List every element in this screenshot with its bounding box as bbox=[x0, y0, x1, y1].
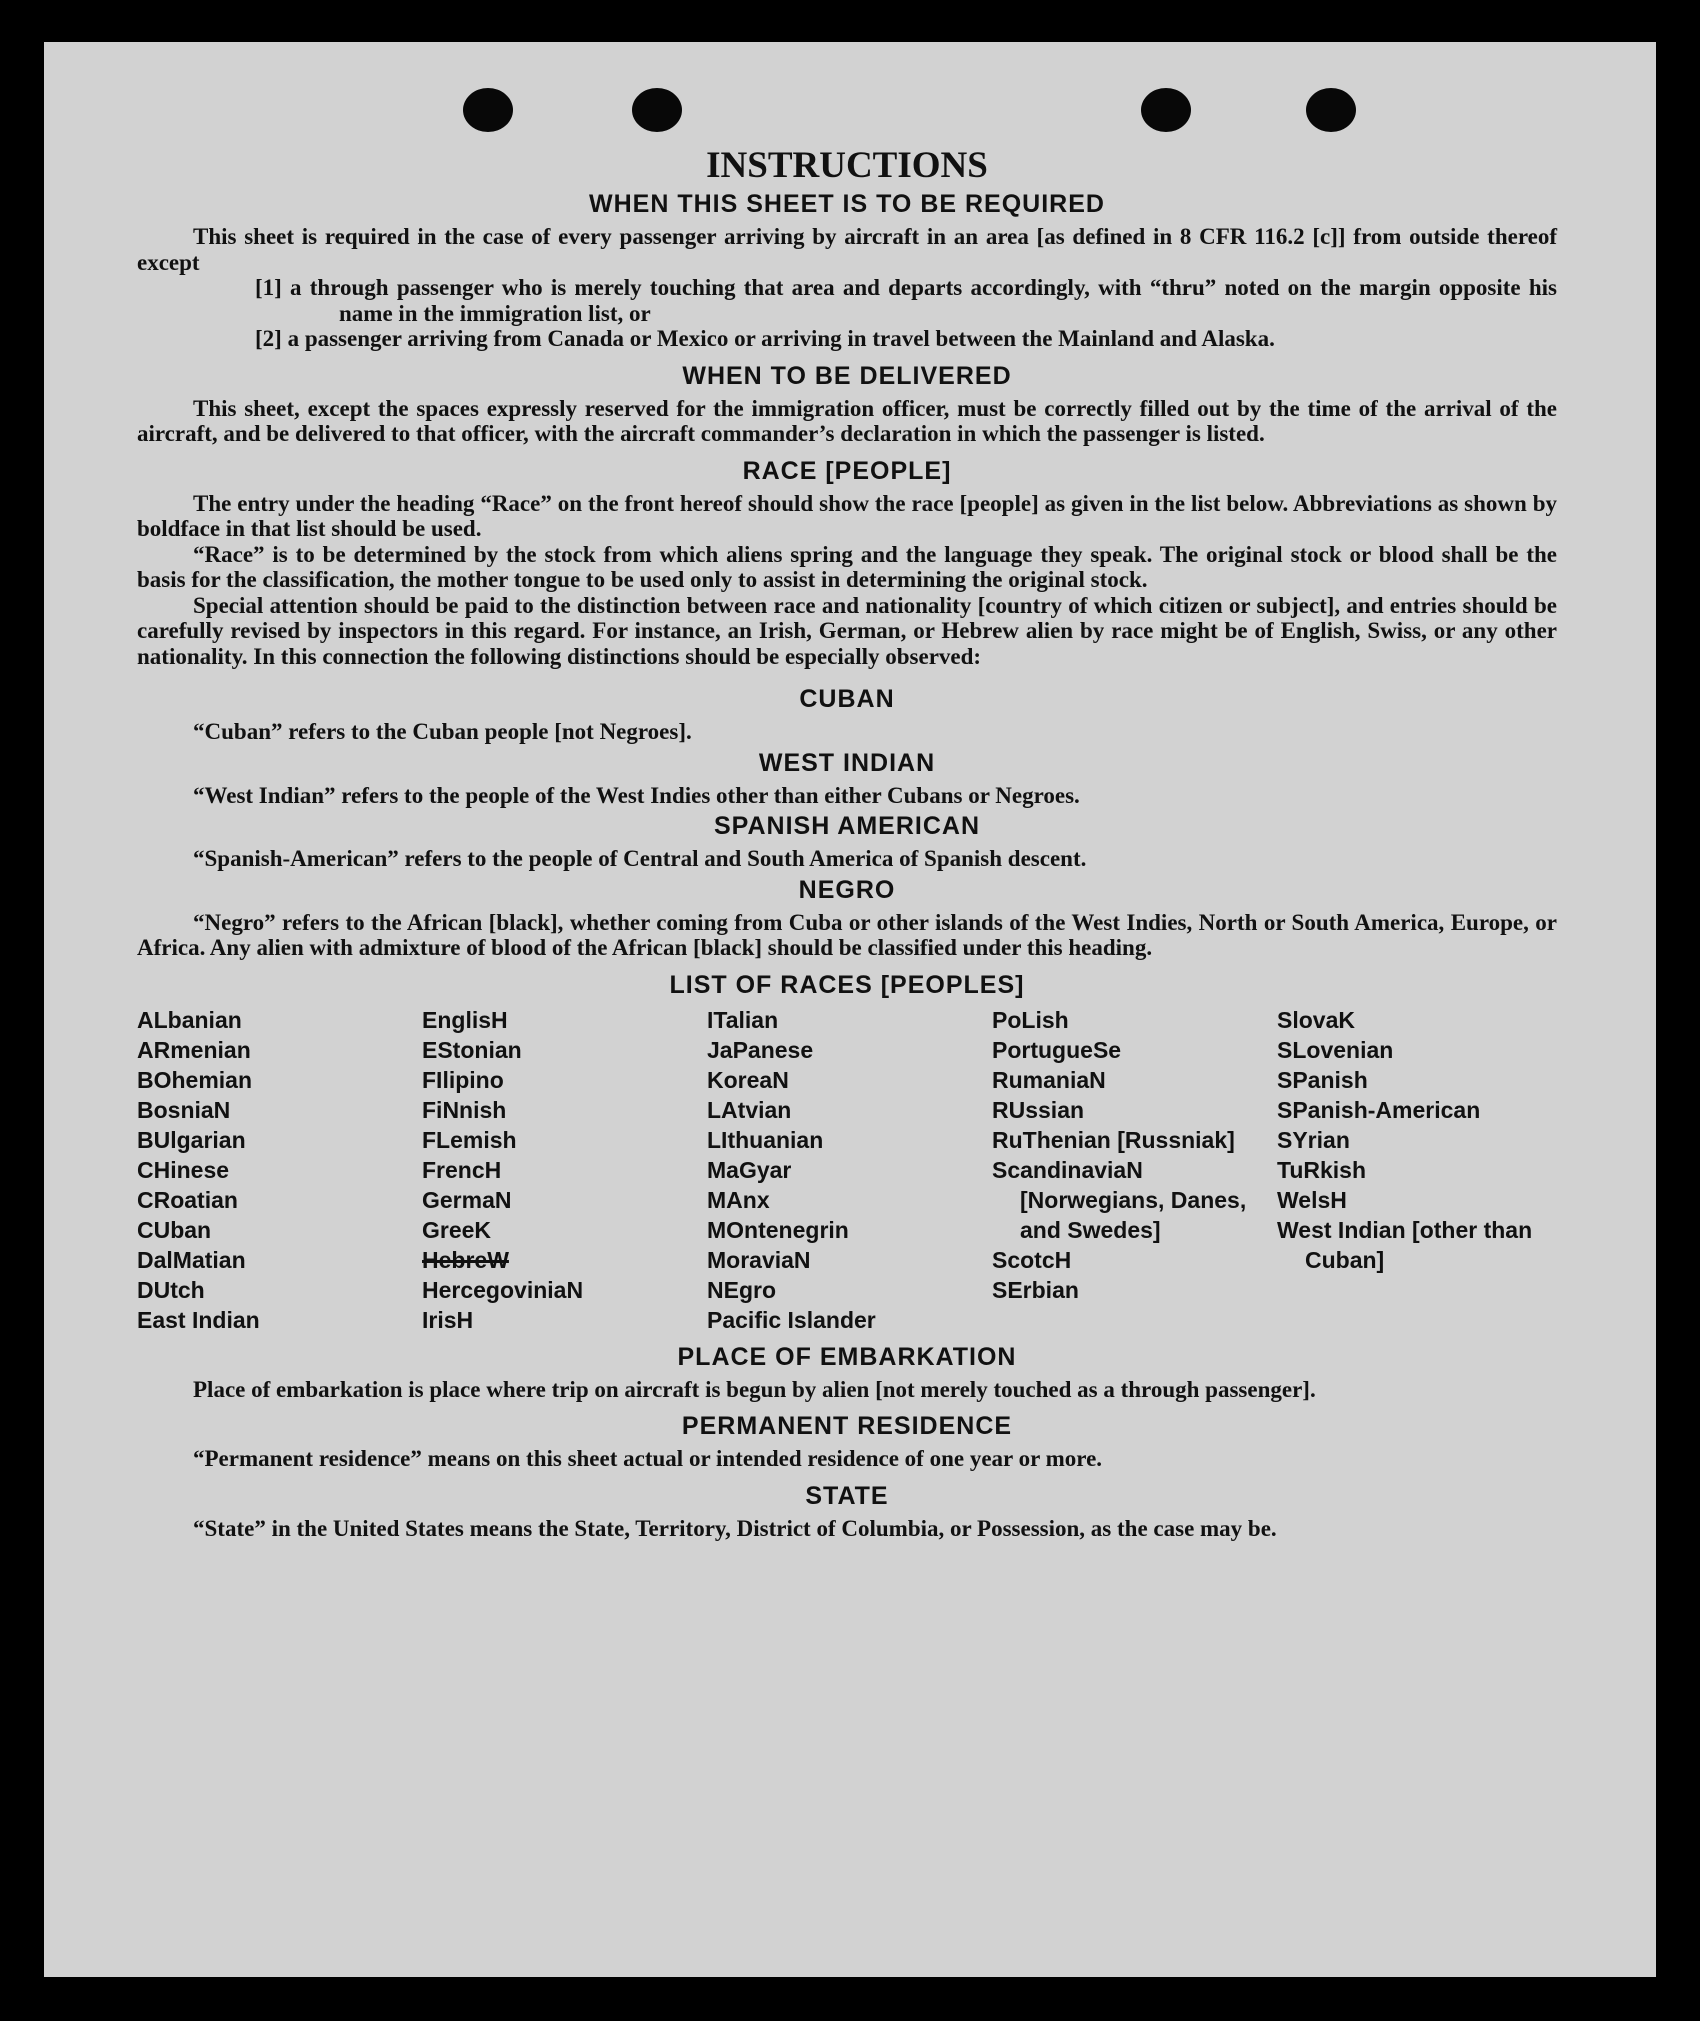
race-column bbox=[1277, 1005, 1562, 1335]
race-entry: SPanish-American bbox=[1277, 1096, 1481, 1123]
race-entry: FIlipino bbox=[422, 1066, 504, 1093]
race-entry: DalMatian bbox=[137, 1246, 246, 1273]
when-delivered-text: This sheet, except the spaces expressly reserved for the immigration officer, must be correctly filled out by the time of the arrival of the aircraft, and be delivered to that officer, with the aircraft commander’s declaration in which the passenger is listed. bbox=[137, 395, 1557, 446]
race-paragraph-2: “Race” is to be determined by the stock from which aliens spring and the language they speak. The original stock or blood shall be the basis for the classification, the mother tongue to be used only to assist in determining the original stock. bbox=[137, 541, 1557, 592]
document-content bbox=[137, 146, 1557, 1541]
spanish-american-text: “Spanish-American” refers to the people of Central and South America of Spanish descent. bbox=[193, 846, 1087, 871]
race-entry: ScandinaviaN [Norwegians, Danes, and Swedes] bbox=[992, 1156, 1247, 1243]
race-entry: SYrian bbox=[1277, 1126, 1350, 1153]
exception-item-2: [2] a passenger arriving from Canada or Mexico or arriving in travel between the Mainland and Alaska. bbox=[255, 326, 1275, 351]
race-entry: BUlgarian bbox=[137, 1126, 246, 1153]
race-entry: GermaN bbox=[422, 1186, 512, 1213]
race-entry: FiNnish bbox=[422, 1096, 507, 1123]
exception-item-1: [1] a through passenger who is merely touching that area and departs accordingly, with “thru” noted on the margin opposite his name in the immigration list, or bbox=[255, 275, 1557, 326]
race-entry: EnglisH bbox=[422, 1006, 508, 1033]
race-entry: RumaniaN bbox=[992, 1066, 1106, 1093]
race-entry: West Indian [other than Cuban] bbox=[1277, 1216, 1533, 1273]
race-list bbox=[137, 1005, 1557, 1335]
when-required-intro: This sheet is required in the case of every passenger arriving by aircraft in an area [as defined in 8 CFR 116.2 [c]] from outside thereof except bbox=[137, 224, 1557, 275]
state-text: “State” in the United States means the State, Territory, District of Columbia, or Possession, as the case may be. bbox=[193, 1515, 1277, 1541]
document-title: INSTRUCTIONS bbox=[706, 145, 988, 186]
race-entry: CRoatian bbox=[137, 1186, 238, 1213]
race-entry: HebreW bbox=[422, 1246, 509, 1273]
race-paragraph-1: The entry under the heading “Race” on the front hereof should show the race [people] as given in the list below. Abbreviations as shown by boldface in that list should be used. bbox=[137, 490, 1557, 541]
race-entry: SErbian bbox=[992, 1276, 1079, 1303]
race-entry: IrisH bbox=[422, 1306, 474, 1333]
race-entry: PoLish bbox=[992, 1006, 1069, 1033]
race-entry: FLemish bbox=[422, 1126, 517, 1153]
race-entry: CUban bbox=[137, 1216, 212, 1243]
race-entry: FrencH bbox=[422, 1156, 502, 1183]
race-entry: ITalian bbox=[707, 1006, 779, 1033]
race-entry: PortugueSe bbox=[992, 1036, 1122, 1063]
race-entry: Pacific Islander bbox=[707, 1306, 876, 1333]
punch-hole bbox=[632, 88, 682, 132]
heading-list-of-races: LIST OF RACES [PEOPLES] bbox=[669, 970, 1025, 999]
race-entry: KoreaN bbox=[707, 1066, 789, 1093]
race-entry: JaPanese bbox=[707, 1036, 814, 1063]
race-entry: EStonian bbox=[422, 1036, 522, 1063]
race-entry: GreeK bbox=[422, 1216, 492, 1243]
race-entry: MAnx bbox=[707, 1186, 770, 1213]
race-entry: DUtch bbox=[137, 1276, 205, 1303]
race-entry: LAtvian bbox=[707, 1096, 792, 1123]
race-column bbox=[707, 1005, 992, 1335]
permanent-residence-text: “Permanent residence” means on this sheet actual or intended residence of one year or more. bbox=[193, 1446, 1103, 1471]
heading-permanent-residence: PERMANENT RESIDENCE bbox=[681, 1412, 1013, 1440]
heading-when-required: WHEN THIS SHEET IS TO BE REQUIRED bbox=[589, 190, 1105, 218]
race-entry: WelsH bbox=[1277, 1186, 1347, 1213]
punch-hole bbox=[1306, 88, 1356, 132]
race-entry: TuRkish bbox=[1277, 1156, 1367, 1183]
race-entry: ALbanian bbox=[137, 1006, 242, 1033]
race-entry: RUssian bbox=[992, 1096, 1085, 1123]
race-entry: ScotcH bbox=[992, 1246, 1072, 1273]
race-entry: CHinese bbox=[137, 1156, 230, 1183]
punch-hole bbox=[463, 88, 513, 132]
race-entry: ARmenian bbox=[137, 1036, 251, 1063]
race-entry: BOhemian bbox=[137, 1066, 253, 1093]
race-column bbox=[422, 1005, 707, 1335]
race-entry: SlovaK bbox=[1277, 1006, 1355, 1033]
punch-hole bbox=[1141, 88, 1191, 132]
race-entry: MoraviaN bbox=[707, 1246, 811, 1273]
heading-state: STATE bbox=[805, 1481, 889, 1510]
heading-negro: NEGRO bbox=[798, 875, 896, 904]
heading-cuban: CUBAN bbox=[799, 685, 895, 713]
race-entry: MOntenegrin bbox=[707, 1216, 849, 1243]
heading-embarkation: PLACE OF EMBARKATION bbox=[677, 1342, 1017, 1371]
race-entry: NEgro bbox=[707, 1276, 776, 1303]
race-entry: MaGyar bbox=[707, 1156, 792, 1183]
heading-spanish-american: SPANISH AMERICAN bbox=[713, 812, 980, 840]
race-paragraph-3: Special attention should be paid to the distinction between race and nationality [country of which citizen or subject], and entries should be carefully revised by inspectors in this regard. For instance, an Irish, German, or Hebrew alien by race might be of English, Swiss, or any other nationality. In this connection the following distinctions should be especially observed: bbox=[137, 592, 1557, 669]
race-entry: RuThenian [Russniak] bbox=[992, 1126, 1235, 1153]
negro-text: “Negro” refers to the African [black], whether coming from Cuba or other islands of the West Indies, North or South America, Europe, or Africa. Any alien with admixture of blood of the African [black] should be classified under this heading. bbox=[137, 909, 1557, 960]
heading-race: RACE [PEOPLE] bbox=[742, 456, 952, 485]
document-page bbox=[44, 42, 1656, 1977]
race-entry: East Indian bbox=[137, 1306, 260, 1333]
race-entry: SLovenian bbox=[1277, 1036, 1394, 1063]
cuban-text: “Cuban” refers to the Cuban people [not Negroes]. bbox=[193, 719, 692, 744]
race-entry: LIthuanian bbox=[707, 1126, 824, 1153]
race-entry: BosniaN bbox=[137, 1096, 231, 1123]
west-indian-text: “West Indian” refers to the people of the West Indies other than either Cubans or Negroes. bbox=[193, 782, 1080, 808]
embarkation-text: Place of embarkation is place where trip on aircraft is begun by alien [not merely touched as a through passenger]. bbox=[193, 1376, 1316, 1402]
race-column bbox=[992, 1005, 1277, 1335]
race-entry: SPanish bbox=[1277, 1066, 1368, 1093]
race-entry: HercegoviniaN bbox=[422, 1276, 584, 1303]
heading-when-delivered: WHEN TO BE DELIVERED bbox=[682, 361, 1012, 390]
heading-west-indian: WEST INDIAN bbox=[758, 748, 936, 777]
race-column bbox=[137, 1005, 422, 1335]
